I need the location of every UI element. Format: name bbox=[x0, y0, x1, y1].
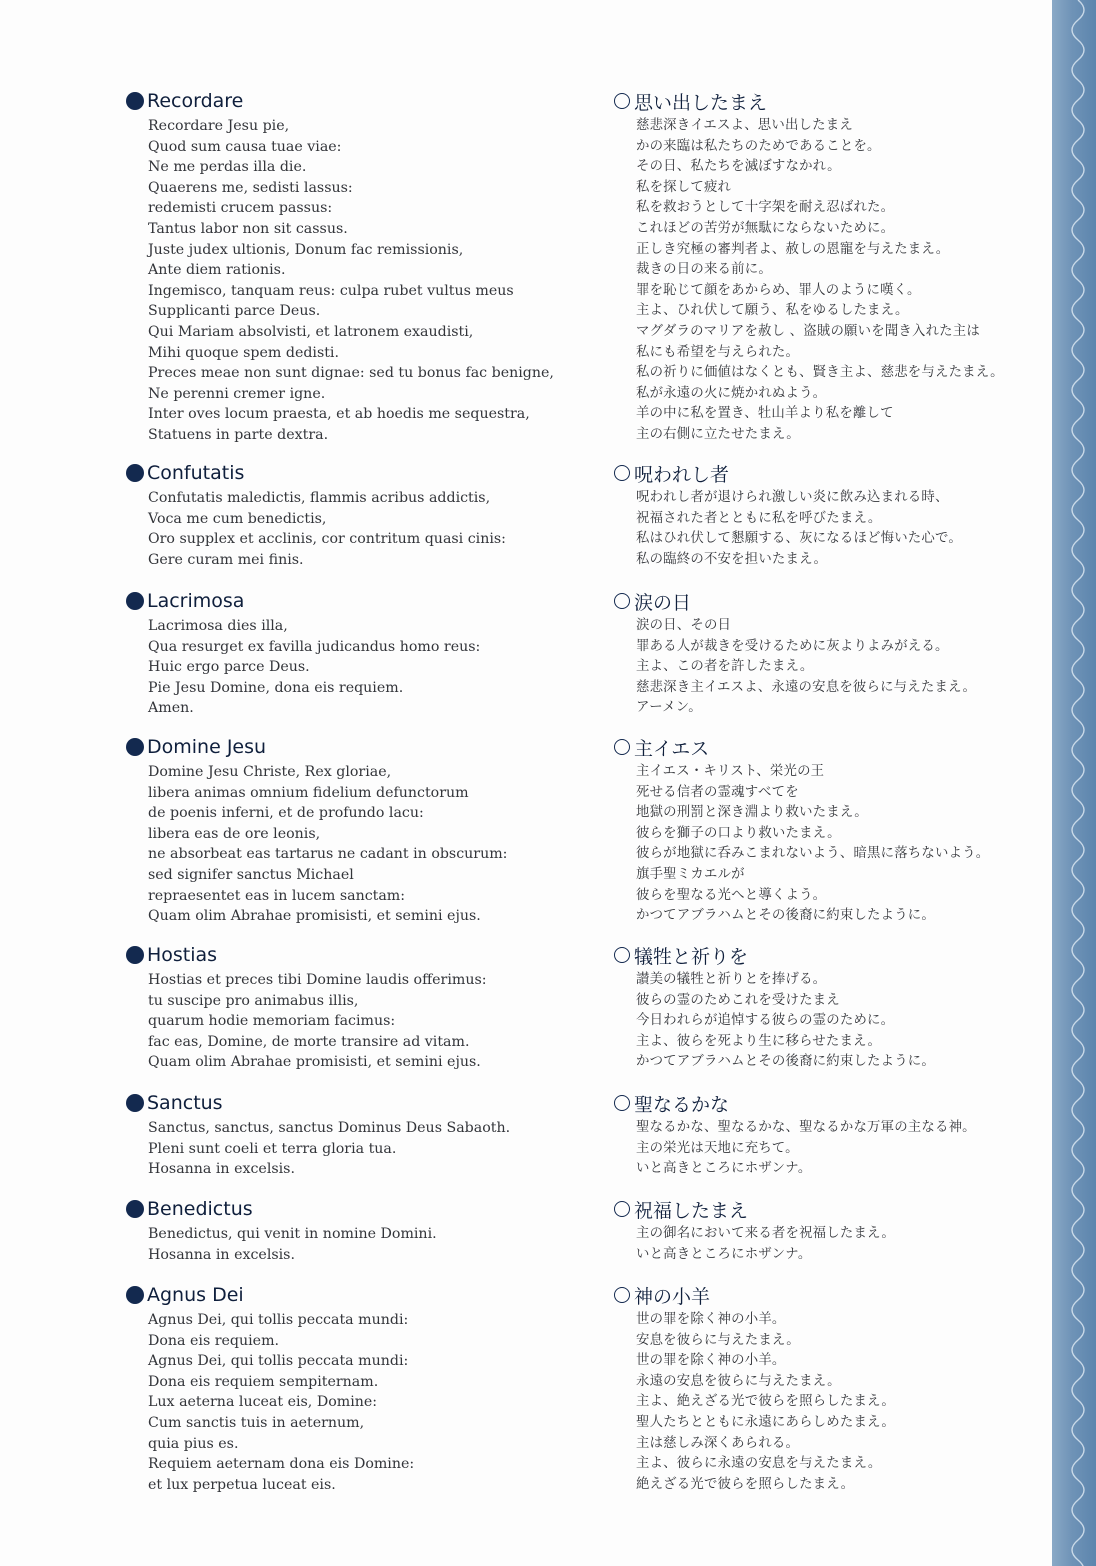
verse-line: 正しき究極の審判者よ、赦しの恩寵を与えたまえ。 bbox=[636, 241, 950, 257]
verse-line: Quam olim Abrahae promisisti, et semini ejus. bbox=[148, 908, 481, 925]
section-title: Hostias bbox=[147, 944, 218, 966]
verse-line: Confutatis maledictis, flammis acribus addictis, bbox=[148, 490, 491, 506]
verse-line: 彼らの霊のためこれを受けたまえ bbox=[636, 992, 840, 1008]
open-circle-bullet-icon bbox=[614, 1095, 630, 1111]
verse-line: 今日われらが追悼する彼らの霊のために。 bbox=[636, 1013, 895, 1029]
verse-line: いと高きところにホザンナ。 bbox=[636, 1161, 812, 1177]
verse-line: Statuens in parte dextra. bbox=[148, 426, 329, 443]
verse-line: その日、私たちを滅ぼすなかれ。 bbox=[636, 159, 841, 175]
verse-line: Ne me perdas illa die. bbox=[148, 159, 307, 176]
verse-line: Preces meae non sunt dignae: sed tu bonus fac benigne, bbox=[148, 365, 554, 382]
verse-line: Quod sum causa tuae viae: bbox=[148, 138, 342, 155]
filled-circle-bullet-icon bbox=[126, 464, 144, 482]
filled-circle-bullet-icon bbox=[126, 1094, 144, 1112]
section-title: 神の小羊 bbox=[634, 1285, 711, 1308]
verse-line: Hosanna in excelsis. bbox=[148, 1246, 295, 1263]
verse-line: tu suscipe pro animabus illis, bbox=[148, 992, 359, 1009]
latin-section bbox=[126, 88, 554, 446]
latin-section bbox=[126, 588, 480, 719]
verse-line: Cum sanctis tuis in aeternum, bbox=[148, 1414, 365, 1431]
section-heading bbox=[614, 1282, 895, 1308]
open-circle-bullet-icon bbox=[614, 465, 630, 481]
verse-line: Sanctus, sanctus, sanctus Dominus Deus Sabaoth. bbox=[148, 1120, 511, 1136]
verse-line: 私の臨終の不安を担いたまえ。 bbox=[636, 551, 828, 567]
verse-line: 彼らを聖なる光へと導くよう。 bbox=[636, 887, 827, 903]
verse-line: Quam olim Abrahae promisisti, et semini ejus. bbox=[148, 1054, 481, 1071]
verse-line: 主は慈しみ深くあられる。 bbox=[636, 1435, 800, 1451]
verse-line: Agnus Dei, qui tollis peccata mundi: bbox=[148, 1312, 409, 1328]
verse-line: Oro supplex et acclinis, cor contritum quasi cinis: bbox=[148, 531, 506, 548]
section-heading bbox=[126, 1196, 437, 1222]
verse-line: 私を救おうとして十字架を耐え忍ばれた。 bbox=[636, 200, 895, 216]
verse-line: repraesentet eas in lucem sanctam: bbox=[148, 887, 406, 904]
verse-line: Qua resurget ex favilla judicandus homo reus: bbox=[148, 638, 481, 655]
verse-line: 罪ある人が裁きを受けるために灰よりよみがえる。 bbox=[636, 638, 949, 654]
japanese-section bbox=[614, 460, 962, 570]
section-heading bbox=[126, 588, 480, 614]
section-heading bbox=[126, 942, 487, 968]
section-title: Lacrimosa bbox=[147, 590, 245, 612]
verse-lines bbox=[614, 970, 935, 1073]
verse-line: 主イエス・キリスト、栄光の王 bbox=[636, 764, 825, 779]
verse-line: 私はひれ伏して懇願する、灰になるほど悔いた心で。 bbox=[636, 531, 962, 547]
verse-line: Domine Jesu Christe, Rex gloriae, bbox=[148, 764, 392, 780]
section-title: 聖なるかな bbox=[634, 1093, 730, 1116]
verse-line: 永遠の安息を彼らに与えたまえ。 bbox=[636, 1373, 841, 1389]
japanese-section bbox=[614, 1090, 976, 1180]
verse-line: Dona eis requiem sempiternam. bbox=[148, 1373, 379, 1390]
verse-line: Amen. bbox=[148, 700, 194, 717]
verse-line: Ingemisco, tanquam reus: culpa rubet vultus meus bbox=[148, 282, 514, 299]
verse-line: 主よ、彼らに永遠の安息を与えたまえ。 bbox=[636, 1456, 882, 1472]
japanese-section bbox=[614, 1196, 895, 1265]
section-title: 主イエス bbox=[634, 737, 710, 760]
verse-line: de poenis inferni, et de profundo lacu: bbox=[148, 805, 424, 822]
verse-line: アーメン。 bbox=[636, 700, 702, 716]
open-circle-bullet-icon bbox=[614, 593, 630, 609]
verse-line: かの来臨は私たちのためであることを。 bbox=[636, 138, 881, 154]
verse-line: Tantus labor non sit cassus. bbox=[148, 220, 348, 237]
section-heading bbox=[126, 460, 506, 486]
verse-lines bbox=[126, 970, 487, 1073]
verse-line: 慈悲深きイエスよ、思い出したまえ bbox=[636, 118, 853, 133]
open-circle-bullet-icon bbox=[614, 739, 630, 755]
verse-line: Voca me cum benedictis, bbox=[148, 510, 327, 527]
section-heading bbox=[614, 1090, 976, 1116]
verse-line: 世の罪を除く神の小羊。 bbox=[636, 1353, 786, 1369]
section-title: Domine Jesu bbox=[147, 736, 267, 758]
verse-line: 祝福された者とともに私を呼びたまえ。 bbox=[636, 510, 882, 526]
japanese-section bbox=[614, 1282, 895, 1495]
verse-lines bbox=[614, 762, 989, 927]
filled-circle-bullet-icon bbox=[126, 946, 144, 964]
verse-line: et lux perpetua luceat eis. bbox=[148, 1476, 336, 1493]
open-circle-bullet-icon bbox=[614, 1201, 630, 1217]
verse-line: 聖人たちとともに永遠にあらしめたまえ。 bbox=[636, 1414, 896, 1430]
verse-line: 主の栄光は天地に充ちて。 bbox=[636, 1140, 799, 1156]
latin-section bbox=[126, 460, 506, 570]
verse-line: 死せる信者の霊魂すべてを bbox=[636, 784, 799, 800]
verse-line: 羊の中に私を置き、牡山羊より私を離して bbox=[636, 406, 894, 422]
verse-line: Ne perenni cremer igne. bbox=[148, 385, 326, 402]
verse-line: Quaerens me, sedisti lassus: bbox=[148, 179, 353, 196]
filled-circle-bullet-icon bbox=[126, 1286, 144, 1304]
section-title: Confutatis bbox=[147, 462, 245, 484]
japanese-section bbox=[614, 88, 1004, 446]
section-title: 涙の日 bbox=[634, 591, 692, 614]
verse-line: Ante diem rationis. bbox=[148, 262, 286, 279]
verse-line: 地獄の刑罰と深き淵より救いたまえ。 bbox=[636, 805, 868, 821]
verse-lines bbox=[126, 1118, 510, 1180]
section-heading bbox=[614, 588, 976, 614]
verse-line: 呪われし者が退けられ激しい炎に飲み込まれる時、 bbox=[636, 490, 949, 505]
section-title: 思い出したまえ bbox=[634, 91, 768, 114]
verse-line: 主よ、ひれ伏して願う、私をゆるしたまえ。 bbox=[636, 303, 909, 319]
verse-lines bbox=[614, 488, 962, 570]
verse-line: Inter oves locum praesta, et ab hoedis me sequestra, bbox=[148, 406, 530, 423]
verse-line: ne absorbeat eas tartarus ne cadant in obscurum: bbox=[148, 846, 508, 863]
verse-line: Supplicanti parce Deus. bbox=[148, 303, 321, 320]
verse-lines bbox=[614, 616, 976, 719]
verse-line: かつてアブラハムとその後裔に約束したように。 bbox=[636, 908, 935, 924]
verse-line: Lacrimosa dies illa, bbox=[148, 618, 288, 634]
wave-ornament-icon bbox=[1052, 0, 1096, 1566]
section-heading bbox=[614, 1196, 895, 1222]
verse-line: 主よ、この者を許したまえ。 bbox=[636, 659, 814, 675]
verse-line: かつてアブラハムとその後裔に約束したように。 bbox=[636, 1054, 935, 1070]
verse-line: 裁きの日の来る前に。 bbox=[636, 262, 772, 278]
verse-line: Benedictus, qui venit in nomine Domini. bbox=[148, 1226, 437, 1242]
section-heading bbox=[126, 734, 507, 760]
verse-line: 主の御名において来る者を祝福したまえ。 bbox=[636, 1226, 896, 1241]
section-title: 犠牲と祈りを bbox=[634, 945, 749, 968]
verse-line: 慈悲深き主イエスよ、永遠の安息を彼らに与えたまえ。 bbox=[636, 679, 977, 695]
filled-circle-bullet-icon bbox=[126, 1200, 144, 1218]
verse-line: 私が永遠の火に焼かれぬよう。 bbox=[636, 385, 827, 401]
verse-line: これほどの苦労が無駄にならないために。 bbox=[636, 220, 895, 236]
verse-line: いと高きところにホザンナ。 bbox=[636, 1246, 812, 1262]
filled-circle-bullet-icon bbox=[126, 738, 144, 756]
verse-line: Gere curam mei finis. bbox=[148, 551, 304, 568]
filled-circle-bullet-icon bbox=[126, 92, 144, 110]
latin-section bbox=[126, 734, 507, 927]
verse-line: 罪を恥じて顔をあからめ、罪人のように嘆く。 bbox=[636, 282, 921, 298]
decorative-edge-strip bbox=[1052, 0, 1096, 1566]
verse-lines bbox=[614, 1224, 895, 1265]
verse-line: 讃美の犠牲と祈りとを捧げる。 bbox=[636, 972, 827, 987]
open-circle-bullet-icon bbox=[614, 947, 630, 963]
verse-line: 涙の日、その日 bbox=[636, 618, 732, 633]
japanese-section bbox=[614, 734, 989, 927]
verse-line: 世の罪を除く神の小羊。 bbox=[636, 1312, 786, 1327]
section-title: Sanctus bbox=[147, 1092, 223, 1114]
verse-line: Hostias et preces tibi Domine laudis offerimus: bbox=[148, 972, 487, 988]
section-title: 呪われし者 bbox=[634, 463, 730, 486]
verse-line: Requiem aeternam dona eis Domine: bbox=[148, 1456, 415, 1473]
verse-line: 主の右側に立たせたまえ。 bbox=[636, 426, 800, 442]
verse-line: 安息を彼らに与えたまえ。 bbox=[636, 1332, 800, 1348]
japanese-section bbox=[614, 942, 935, 1073]
verse-line: マグダラのマリアを赦し 、盗賊の願いを聞き入れた主は bbox=[636, 323, 980, 339]
verse-line: Dona eis requiem. bbox=[148, 1332, 280, 1349]
verse-line: Agnus Dei, qui tollis peccata mundi: bbox=[148, 1353, 409, 1370]
verse-lines bbox=[614, 1310, 895, 1495]
verse-line: Lux aeterna luceat eis, Domine: bbox=[148, 1394, 378, 1411]
verse-line: 彼らが地獄に呑みこまれないよう、暗黒に落ちないよう。 bbox=[636, 846, 990, 862]
verse-line: sed signifer sanctus Michael bbox=[148, 866, 354, 883]
latin-section bbox=[126, 1090, 510, 1180]
verse-lines bbox=[126, 488, 506, 570]
verse-line: libera animas omnium fidelium defunctorum bbox=[148, 784, 469, 801]
japanese-section bbox=[614, 588, 976, 719]
verse-line: fac eas, Domine, de morte transire ad vitam. bbox=[148, 1033, 470, 1050]
verse-line: 旗手聖ミカエルが bbox=[636, 866, 745, 882]
section-title: 祝福したまえ bbox=[634, 1199, 749, 1222]
section-heading bbox=[614, 734, 989, 760]
verse-line: libera eas de ore leonis, bbox=[148, 825, 321, 842]
verse-lines bbox=[126, 116, 554, 446]
section-title: Agnus Dei bbox=[147, 1284, 244, 1306]
latin-section bbox=[126, 1282, 414, 1495]
verse-line: 私にも希望を与えられた。 bbox=[636, 344, 800, 360]
verse-line: 絶えざる光で彼らを照らしたまえ。 bbox=[636, 1476, 855, 1492]
section-heading bbox=[614, 460, 962, 486]
section-heading bbox=[614, 88, 1004, 114]
verse-line: Qui Mariam absolvisti, et latronem exaudisti, bbox=[148, 323, 474, 340]
section-heading bbox=[126, 1282, 414, 1308]
verse-line: 彼らを獅子の口より救いたまえ。 bbox=[636, 825, 841, 841]
verse-lines bbox=[614, 1118, 976, 1180]
verse-lines bbox=[126, 1224, 437, 1265]
open-circle-bullet-icon bbox=[614, 1287, 630, 1303]
verse-lines bbox=[126, 762, 507, 927]
section-title: Recordare bbox=[147, 90, 244, 112]
verse-line: Hosanna in excelsis. bbox=[148, 1161, 295, 1178]
verse-line: Recordare Jesu pie, bbox=[148, 118, 290, 134]
verse-lines bbox=[126, 616, 480, 719]
section-title: Benedictus bbox=[147, 1198, 253, 1220]
section-heading bbox=[126, 1090, 510, 1116]
verse-line: Juste judex ultionis, Donum fac remissionis, bbox=[148, 241, 464, 258]
verse-line: quia pius es. bbox=[148, 1435, 239, 1452]
verse-line: Mihi quoque spem dedisti. bbox=[148, 344, 339, 361]
verse-line: Pleni sunt coeli et terra gloria tua. bbox=[148, 1140, 397, 1157]
verse-line: quarum hodie memoriam facimus: bbox=[148, 1013, 396, 1030]
verse-line: redemisti crucem passus: bbox=[148, 200, 333, 217]
verse-line: 私の祈りに価値はなくとも、賢き主よ、慈悲を与えたまえ。 bbox=[636, 365, 1004, 381]
verse-lines bbox=[614, 116, 1004, 446]
open-circle-bullet-icon bbox=[614, 93, 630, 109]
latin-section bbox=[126, 1196, 437, 1265]
verse-line: 主よ、絶えざる光で彼らを照らしたまえ。 bbox=[636, 1394, 896, 1410]
verse-line: Huic ergo parce Deus. bbox=[148, 659, 310, 676]
section-heading bbox=[126, 88, 554, 114]
verse-line: 聖なるかな、聖なるかな、聖なるかな万軍の主なる神。 bbox=[636, 1120, 976, 1135]
verse-line: Pie Jesu Domine, dona eis requiem. bbox=[148, 679, 404, 696]
verse-lines bbox=[126, 1310, 414, 1495]
verse-line: 私を探して疲れ bbox=[636, 179, 732, 195]
latin-section bbox=[126, 942, 487, 1073]
section-heading bbox=[614, 942, 935, 968]
verse-line: 主よ、彼らを死より生に移らせたまえ。 bbox=[636, 1033, 882, 1049]
filled-circle-bullet-icon bbox=[126, 592, 144, 610]
